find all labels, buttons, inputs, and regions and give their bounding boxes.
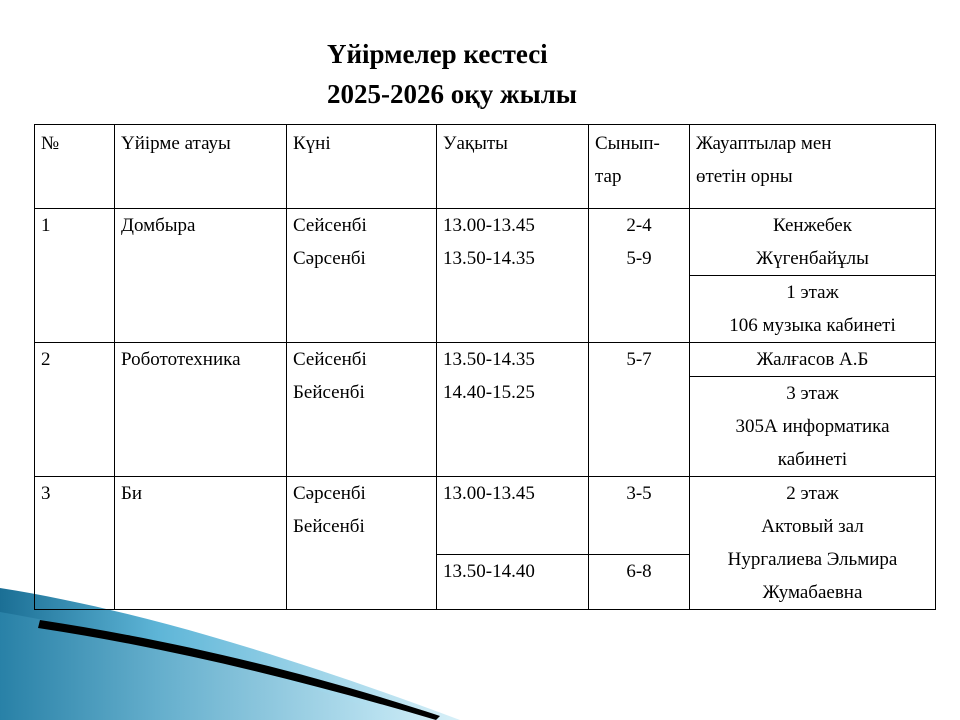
row-3-info-line-1: 2 этаж: [786, 483, 839, 504]
row-2-days: [287, 343, 437, 477]
header-responsible-line-1: Жауаптылар мен: [696, 133, 832, 154]
row-2-day-1: Сейсенбі: [293, 349, 367, 370]
row-2-time-1: 13.50-14.35: [443, 349, 535, 370]
row-3-class-2: 6-8: [589, 555, 690, 610]
row-2-name: Робототехника: [115, 343, 287, 477]
row-1-day-1: Сейсенбі: [293, 215, 367, 236]
row-2-teacher-line-1: Жалғасов А.Б: [756, 349, 869, 370]
title-line-2: 2025-2026 оқу жылы: [327, 79, 577, 109]
row-1-time-1: 13.00-13.45: [443, 215, 535, 236]
row-2-day-2: Бейсенбі: [293, 382, 365, 403]
row-2-times: [437, 343, 589, 477]
header-responsible: [690, 125, 936, 209]
row-1-place: [690, 276, 936, 343]
row-1-num: 1: [35, 209, 115, 343]
row-1-name: Домбыра: [115, 209, 287, 343]
row-3-days: [287, 477, 437, 610]
row-1-teacher: [690, 209, 936, 276]
page-title: [327, 34, 577, 114]
header-responsible-line-2: өтетін орны: [696, 166, 793, 187]
row-1-class-2: 5-9: [626, 248, 652, 269]
row-3-time-2: 13.50-14.40: [437, 555, 589, 610]
header-name: Үйірме атауы: [115, 125, 287, 209]
row-1-day-2: Сәрсенбі: [293, 248, 366, 269]
header-day: Күні: [287, 125, 437, 209]
title-line-1: Үйірмелер кестесі: [327, 39, 548, 69]
table-row: [35, 343, 936, 377]
row-3-name: Би: [115, 477, 287, 610]
header-classes: [589, 125, 690, 209]
row-3-num: 3: [35, 477, 115, 610]
row-3-info-line-4: Жумабаевна: [762, 582, 863, 603]
row-2-teacher: [690, 343, 936, 377]
row-3-info-line-3: Нургалиева Эльмира: [727, 549, 898, 570]
row-1-teacher-line-1: Кенжебек: [773, 215, 852, 236]
row-3-time-1: 13.00-13.45: [437, 477, 589, 555]
row-3-day-2: Бейсенбі: [293, 516, 365, 537]
header-classes-line-1: Сынып-: [595, 133, 660, 154]
row-3-day-1: Сәрсенбі: [293, 483, 366, 504]
row-2-place-line-3: кабинеті: [777, 449, 848, 470]
header-num: №: [35, 125, 115, 209]
row-2-classes: [589, 343, 690, 477]
header-time: Уақыты: [437, 125, 589, 209]
row-3-info: [690, 477, 936, 610]
row-1-place-line-1: 1 этаж: [786, 282, 839, 303]
row-1-class-1: 2-4: [626, 215, 652, 236]
row-2-place-line-1: 3 этаж: [786, 383, 839, 404]
row-2-num: 2: [35, 343, 115, 477]
row-2-time-2: 14.40-15.25: [443, 382, 535, 403]
row-1-times: [437, 209, 589, 343]
row-1-days: [287, 209, 437, 343]
row-2-place-line-2: 305А информатика: [735, 416, 890, 437]
row-2-place: [690, 377, 936, 477]
row-2-class-1: 5-7: [626, 349, 652, 370]
row-1-classes: [589, 209, 690, 343]
table-row: [35, 477, 936, 555]
row-1-place-line-2: 106 музыка кабинеті: [729, 315, 896, 336]
table-row: [35, 209, 936, 276]
row-3-class-1: 3-5: [589, 477, 690, 555]
row-1-time-2: 13.50-14.35: [443, 248, 535, 269]
row-3-info-line-2: Актовый зал: [761, 516, 864, 537]
schedule-table: [34, 124, 936, 610]
row-1-teacher-line-2: Жүгенбайұлы: [756, 248, 869, 269]
header-classes-line-2: тар: [595, 166, 622, 187]
header-row: [35, 125, 936, 209]
